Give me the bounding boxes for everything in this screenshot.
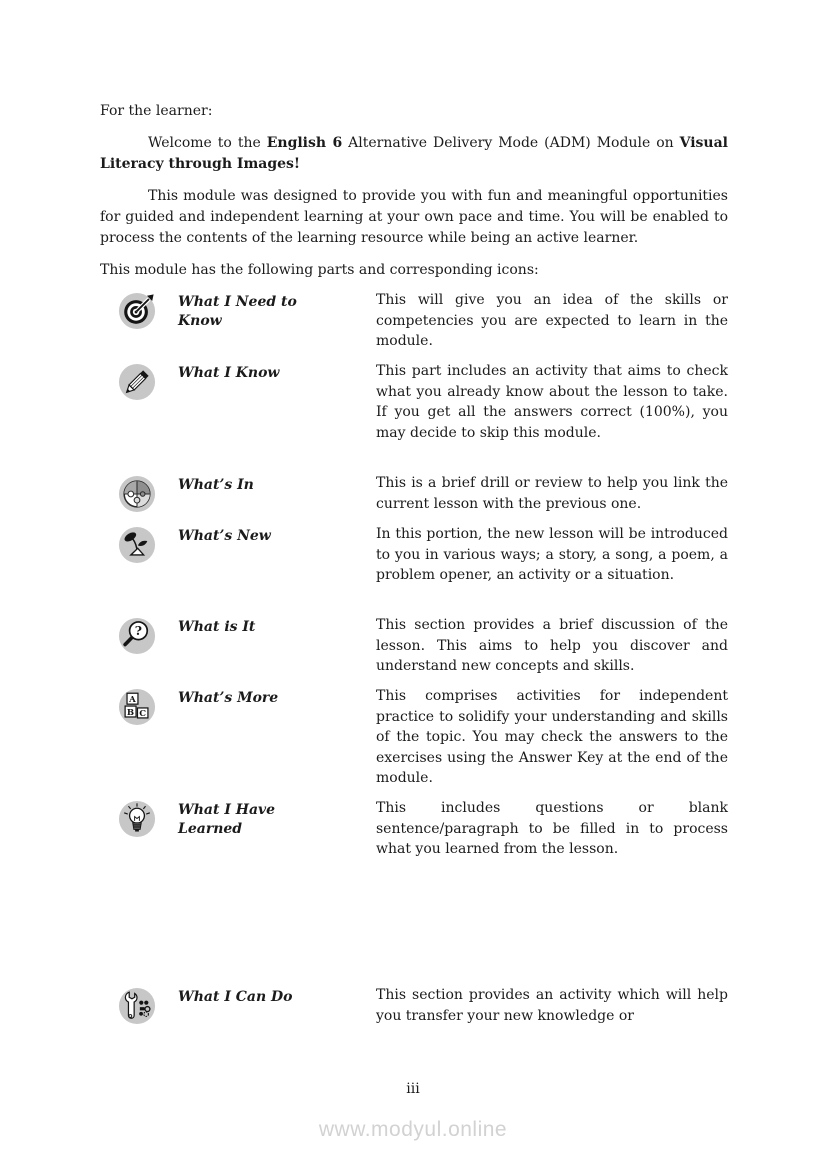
tools-icon (118, 987, 156, 1025)
part-description: This comprises activities for independent practice to solidify your understanding and skills of the topic. You may check the answers to the exercises using the Answer Key at the end of the module. (376, 688, 728, 786)
lightbulb-icon (118, 800, 156, 838)
icon-cell (100, 524, 178, 564)
seedling-icon (118, 526, 156, 564)
svg-text:B: B (126, 707, 135, 718)
module-part-row-what-i-can-do (100, 985, 728, 1026)
module-part-row-what-is-it (100, 615, 728, 677)
part-label: What’s New (178, 528, 271, 544)
watermark-text: www.modyul.online (318, 1118, 508, 1141)
welcome-pre: Welcome to the (148, 135, 267, 151)
part-label: What I Know (178, 365, 280, 381)
abc-blocks-icon (118, 688, 156, 726)
module-description-paragraph: This module was designed to provide you with fun and meaningful opportunities for guided and independent learning at your own pace and time. You will be enabled to process the contents of the learning resource while being an active learner. (100, 188, 728, 246)
part-label: What is It (178, 619, 256, 635)
svg-text:C: C (139, 709, 147, 720)
part-description: In this portion, the new lesson will be introduced to you in various ways; a story, a song, a poem, a problem opener, an activity or a situation. (376, 526, 728, 583)
part-description: This will give you an idea of the skills or competencies you are expected to learn in the module. (376, 292, 728, 349)
module-part-row-what-i-need-to-know (100, 290, 728, 352)
part-label: What’s In (178, 477, 254, 493)
part-description: This section provides a brief discussion of the lesson. This aims to help you discover and understand new concepts and skills. (376, 617, 728, 674)
module-part-row-whats-new (100, 524, 728, 606)
icon-cell (100, 473, 178, 513)
part-label: What I Need to Know (178, 294, 297, 329)
module-part-row-whats-in (100, 473, 728, 515)
part-description: This part includes an activity that aims to check what you already know about the lesson to take. If you get all the answers correct (100%), you may decide to skip this module. (376, 363, 728, 441)
icon-cell (100, 798, 178, 838)
icon-cell (100, 290, 178, 330)
svg-text:?: ? (134, 623, 143, 639)
course-name: English 6 (266, 135, 343, 151)
welcome-paragraph (100, 133, 728, 175)
part-label: What I Can Do (178, 989, 293, 1005)
icon-cell (100, 985, 178, 1025)
part-label: What’s More (178, 690, 279, 706)
icon-cell (100, 686, 178, 726)
icon-cell (100, 361, 178, 401)
module-title: Visual Literacy through Images! (100, 135, 728, 172)
welcome-mid: Alternative Delivery Mode (ADM) Module on (342, 135, 680, 151)
page-number: iii (406, 1081, 420, 1097)
part-label: What I Have Learned (178, 802, 276, 837)
parts-intro: This module has the following parts and corresponding icons: (100, 262, 539, 278)
svg-text:A: A (129, 695, 136, 706)
module-parts-list (100, 290, 728, 1026)
for-learner-heading: For the learner: (100, 103, 213, 119)
page-content (100, 101, 728, 1035)
part-description: This is a brief drill or review to help you link the current lesson with the previous one. (376, 475, 728, 512)
pencil-icon (118, 363, 156, 401)
puzzle-icon (118, 475, 156, 513)
module-part-row-whats-more (100, 686, 728, 789)
target-icon (118, 292, 156, 330)
module-part-row-what-i-know (100, 361, 728, 464)
part-description: This section provides an activity which will help you transfer your new knowledge or (376, 987, 728, 1024)
module-part-row-what-i-have-learned (100, 798, 728, 860)
icon-cell (100, 615, 178, 655)
magnifier-question-icon (118, 617, 156, 655)
part-description: This includes questions or blank sentence/paragraph to be filled in to process what you learned from the lesson. (376, 800, 728, 857)
